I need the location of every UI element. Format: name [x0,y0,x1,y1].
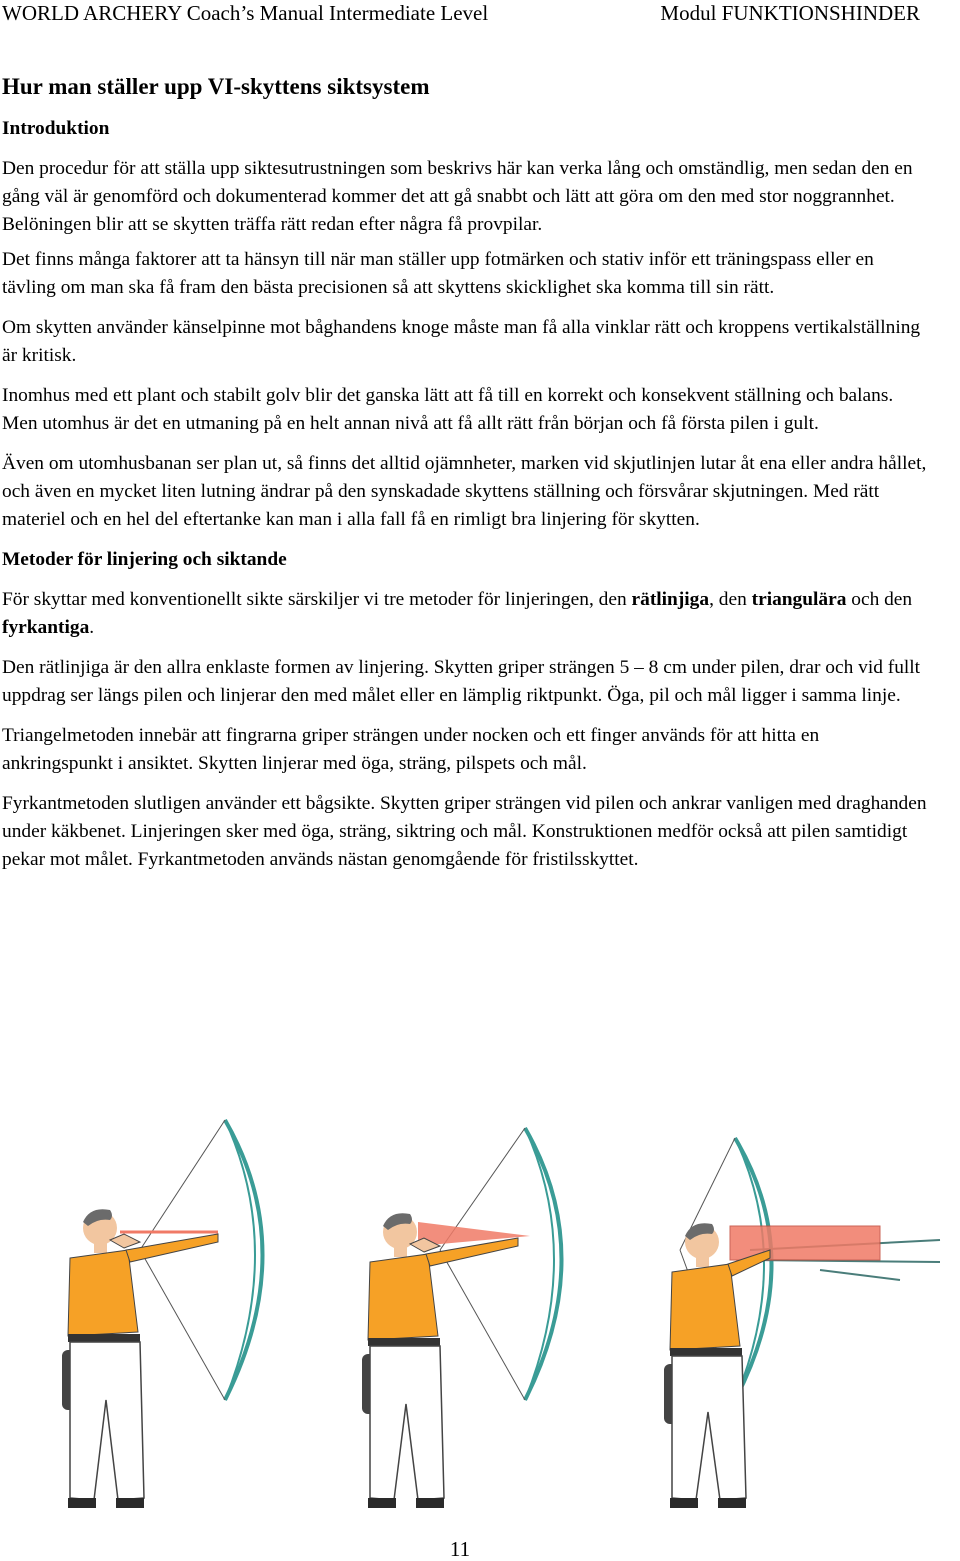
section-heading-methods: Metoder för linjering och siktande [2,549,287,570]
term-ratlinjiga: rätlinjiga [631,589,710,610]
archer-figure-square [640,1100,960,1520]
page-number: 11 [449,1537,471,1561]
paragraph-7: Den rätlinjiga är den allra enklaste formen av linjering. Skytten griper strängen 5 – 8 cm under pilen, drar och vid fullt uppdrag ser längs pilen och linjerar den med målet eller en lämplig riktpunkt. Öga, pil och mål ligger i samma linje. [2,657,921,706]
paragraph-6-text-g: . [89,617,95,638]
paragraph-2: Det finns många faktorer att ta hänsyn till när man ställer upp fotmärken och stativ inför ett träningspass eller en tävling om man ska få fram den bästa precisionen så att skyttens skicklighet ska komma till sin rätt. [2,249,874,298]
term-fyrkantiga: fyrkantiga [2,617,90,638]
document-body [2,70,927,886]
archer-illustrations [0,1100,960,1520]
paragraph-1: Den procedur för att ställa upp siktesutrustningen som beskrivs här kan verka lång och omständlig, men sedan den en gång väl är genomförd och dokumenterad kommer det att gå snabbt och lätt att göra om den med stor noggrannhet. Belöningen blir att se skytten träffa rätt redan efter några få provpilar. [2,158,913,235]
header-right: Modul FUNKTIONSHINDER [660,1,920,25]
archer-figure-triangle [340,1100,590,1520]
paragraph-6-text-e: och den [846,589,913,610]
paragraph-9: Fyrkantmetoden slutligen använder ett bågsikte. Skytten griper strängen vid pilen och ankrar vanligen med draghanden under käkbenet. Linjeringen sker med öga, sträng, siktring och mål. Konstruktionen medför också att pilen samtidigt pekar mot målet. Fyrkantmetoden används nästan genomgående för fristilsskyttet. [2,793,927,870]
paragraph-4: Inomhus med ett plant och stabilt golv blir det ganska lätt att få till en korrekt och konsekvent ställning och balans. Men utomhus är det en utmaning på en helt annan nivå att få allt rätt från början och få första pilen i gult. [2,385,894,434]
paragraph-8: Triangelmetoden innebär att fingrarna griper strängen under nocken och ett finger används för att hitta en ankringspunkt i ansiktet. Skytten linjerar med öga, sträng, pilspets och mål. [2,725,820,774]
paragraph-6-text-a: För skyttar med konventionellt sikte särskiljer vi tre metoder för linjeringen, den [2,589,632,610]
archer-figure-straight [40,1100,290,1520]
paragraph-6-text-c: , den [709,589,752,610]
section-heading-introduction: Introduktion [2,118,110,139]
paragraph-5: Även om utomhusbanan ser plan ut, så finns det alltid ojämnheter, marken vid skjutlinjen lutar åt ena eller andra hållet, och även en mycket liten lutning ändrar på den synskadade skyttens ställning och försvårar skjutningen. Med rätt materiel och en hel del eftertanke kan man i alla fall få en rimligt bra linjering för skytten. [2,453,927,530]
header-left: WORLD ARCHERY Coach’s Manual Intermediate Level [2,1,489,25]
page-title: Hur man ställer upp VI-skyttens siktsystem [2,74,430,99]
paragraph-6 [2,586,927,642]
page-header [0,0,960,28]
paragraph-3: Om skytten använder känselpinne mot båghandens knoge måste man få alla vinklar rätt och kroppens vertikalställning är kritisk. [2,317,921,366]
term-triangulara: triangulära [751,589,847,610]
